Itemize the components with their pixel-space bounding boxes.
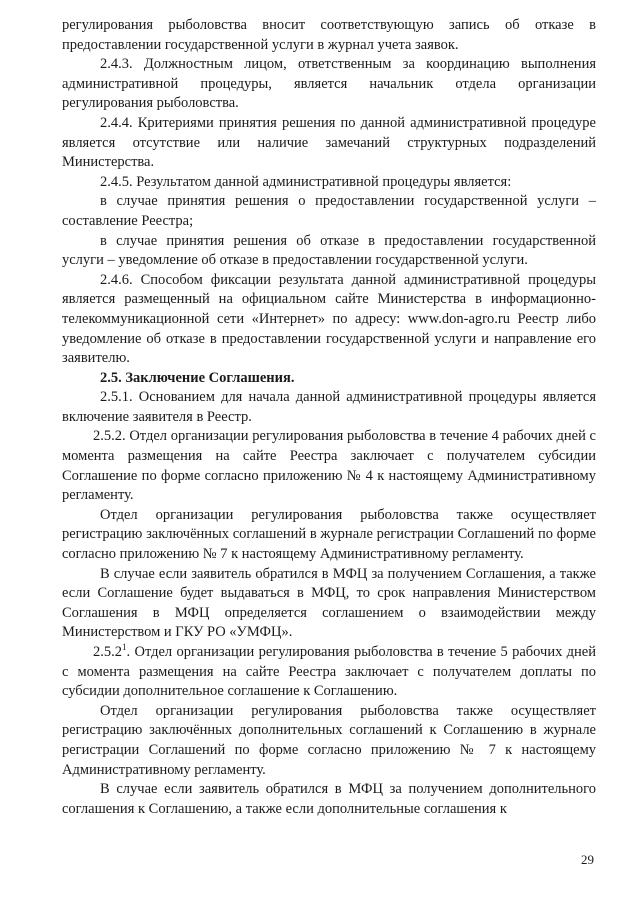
paragraph-2-5-1: 2.5.1. Основанием для начала данной административной процедуры является включение заявителя в Реестр. (62, 389, 596, 425)
section-heading-2-5: 2.5. Заключение Соглашения. (100, 369, 295, 386)
paragraph-2-5-2: 2.5.2. Отдел организации регулирования рыболовства в течение 4 рабочих дней с момента размещения на сайте Реестра заключает с получателем субсидии Соглашение по форме согласно приложению № 4 к настоящему Административному регламенту. (62, 428, 596, 504)
document-page (62, 16, 596, 819)
paragraph-2-4-3: 2.4.3. Должностным лицом, ответственным за координацию выполнения административной процедуры, является начальник отдела организации регулирования рыболовства. (62, 56, 596, 112)
clause-superscript: 1 (122, 642, 127, 653)
paragraph-additional-registration: Отдел организации регулирования рыболовства также осуществляет регистрацию заключённых дополнительных соглашений к Соглашению в журнале регистрации Соглашений по форме согласно приложению № 7 к настоящему Административному регламенту. (62, 702, 596, 778)
paragraph-2-4-4: 2.4.4. Критериями принятия решения по данной административной процедуре является отсутствие или наличие замечаний структурных подразделений Министерства. (62, 114, 596, 171)
paragraph-mfc: В случае если заявитель обратился в МФЦ за получением Соглашения, а также если Соглашение будет выдаваться в МФЦ, то срок направления Министерством Соглашения в МФЦ определяется соглашением о взаимодействии между Министерством и ГКУ РО «УМФЦ». (62, 565, 596, 641)
clause-text: Отдел организации регулирования рыболовства в течение 5 рабочих дней с момента размещения на сайте Реестра заключает с получателем доплаты по субсидии дополнительное соглашение к Соглашению. (62, 644, 596, 700)
paragraph-2-4-5: 2.4.5. Результатом данной административной процедуры является: (100, 173, 512, 190)
paragraph-additional-mfc: В случае если заявитель обратился в МФЦ за получением дополнительного соглашения к Соглашению, а также если дополнительные соглашения к (62, 781, 596, 817)
paragraph-2-5-2-1 (62, 643, 596, 702)
paragraph-continuation: регулирования рыболовства вносит соответствующую запись об отказе в предоставлении государственной услуги в журнал учета заявок. (62, 17, 596, 53)
clause-number: 2.5.2 (93, 644, 122, 660)
page-number: 29 (581, 852, 594, 867)
paragraph-result-approval: в случае принятия решения о предоставлении государственной услуги – составление Реестра; (62, 193, 596, 229)
paragraph-2-4-6: 2.4.6. Способом фиксации результата данной административной процедуры является размещенный на официальном сайте Министерства в информационно-телекоммуникационной сети «Интернет» по адресу: www.don-agro.ru Реестр либо уведомление об отказе в предоставлении государственной услуги и направление его заявителю. (62, 271, 596, 367)
paragraph-registration: Отдел организации регулирования рыболовства также осуществляет регистрацию заключённых соглашений в журнале регистрации Соглашений по форме согласно приложению № 7 к настоящему Административному регламенту. (62, 506, 596, 563)
clause-separator: . (126, 644, 135, 660)
paragraph-result-refusal: в случае принятия решения об отказе в предоставлении государственной услуги – уведомление об отказе в предоставлении государственной услуги. (62, 232, 596, 269)
